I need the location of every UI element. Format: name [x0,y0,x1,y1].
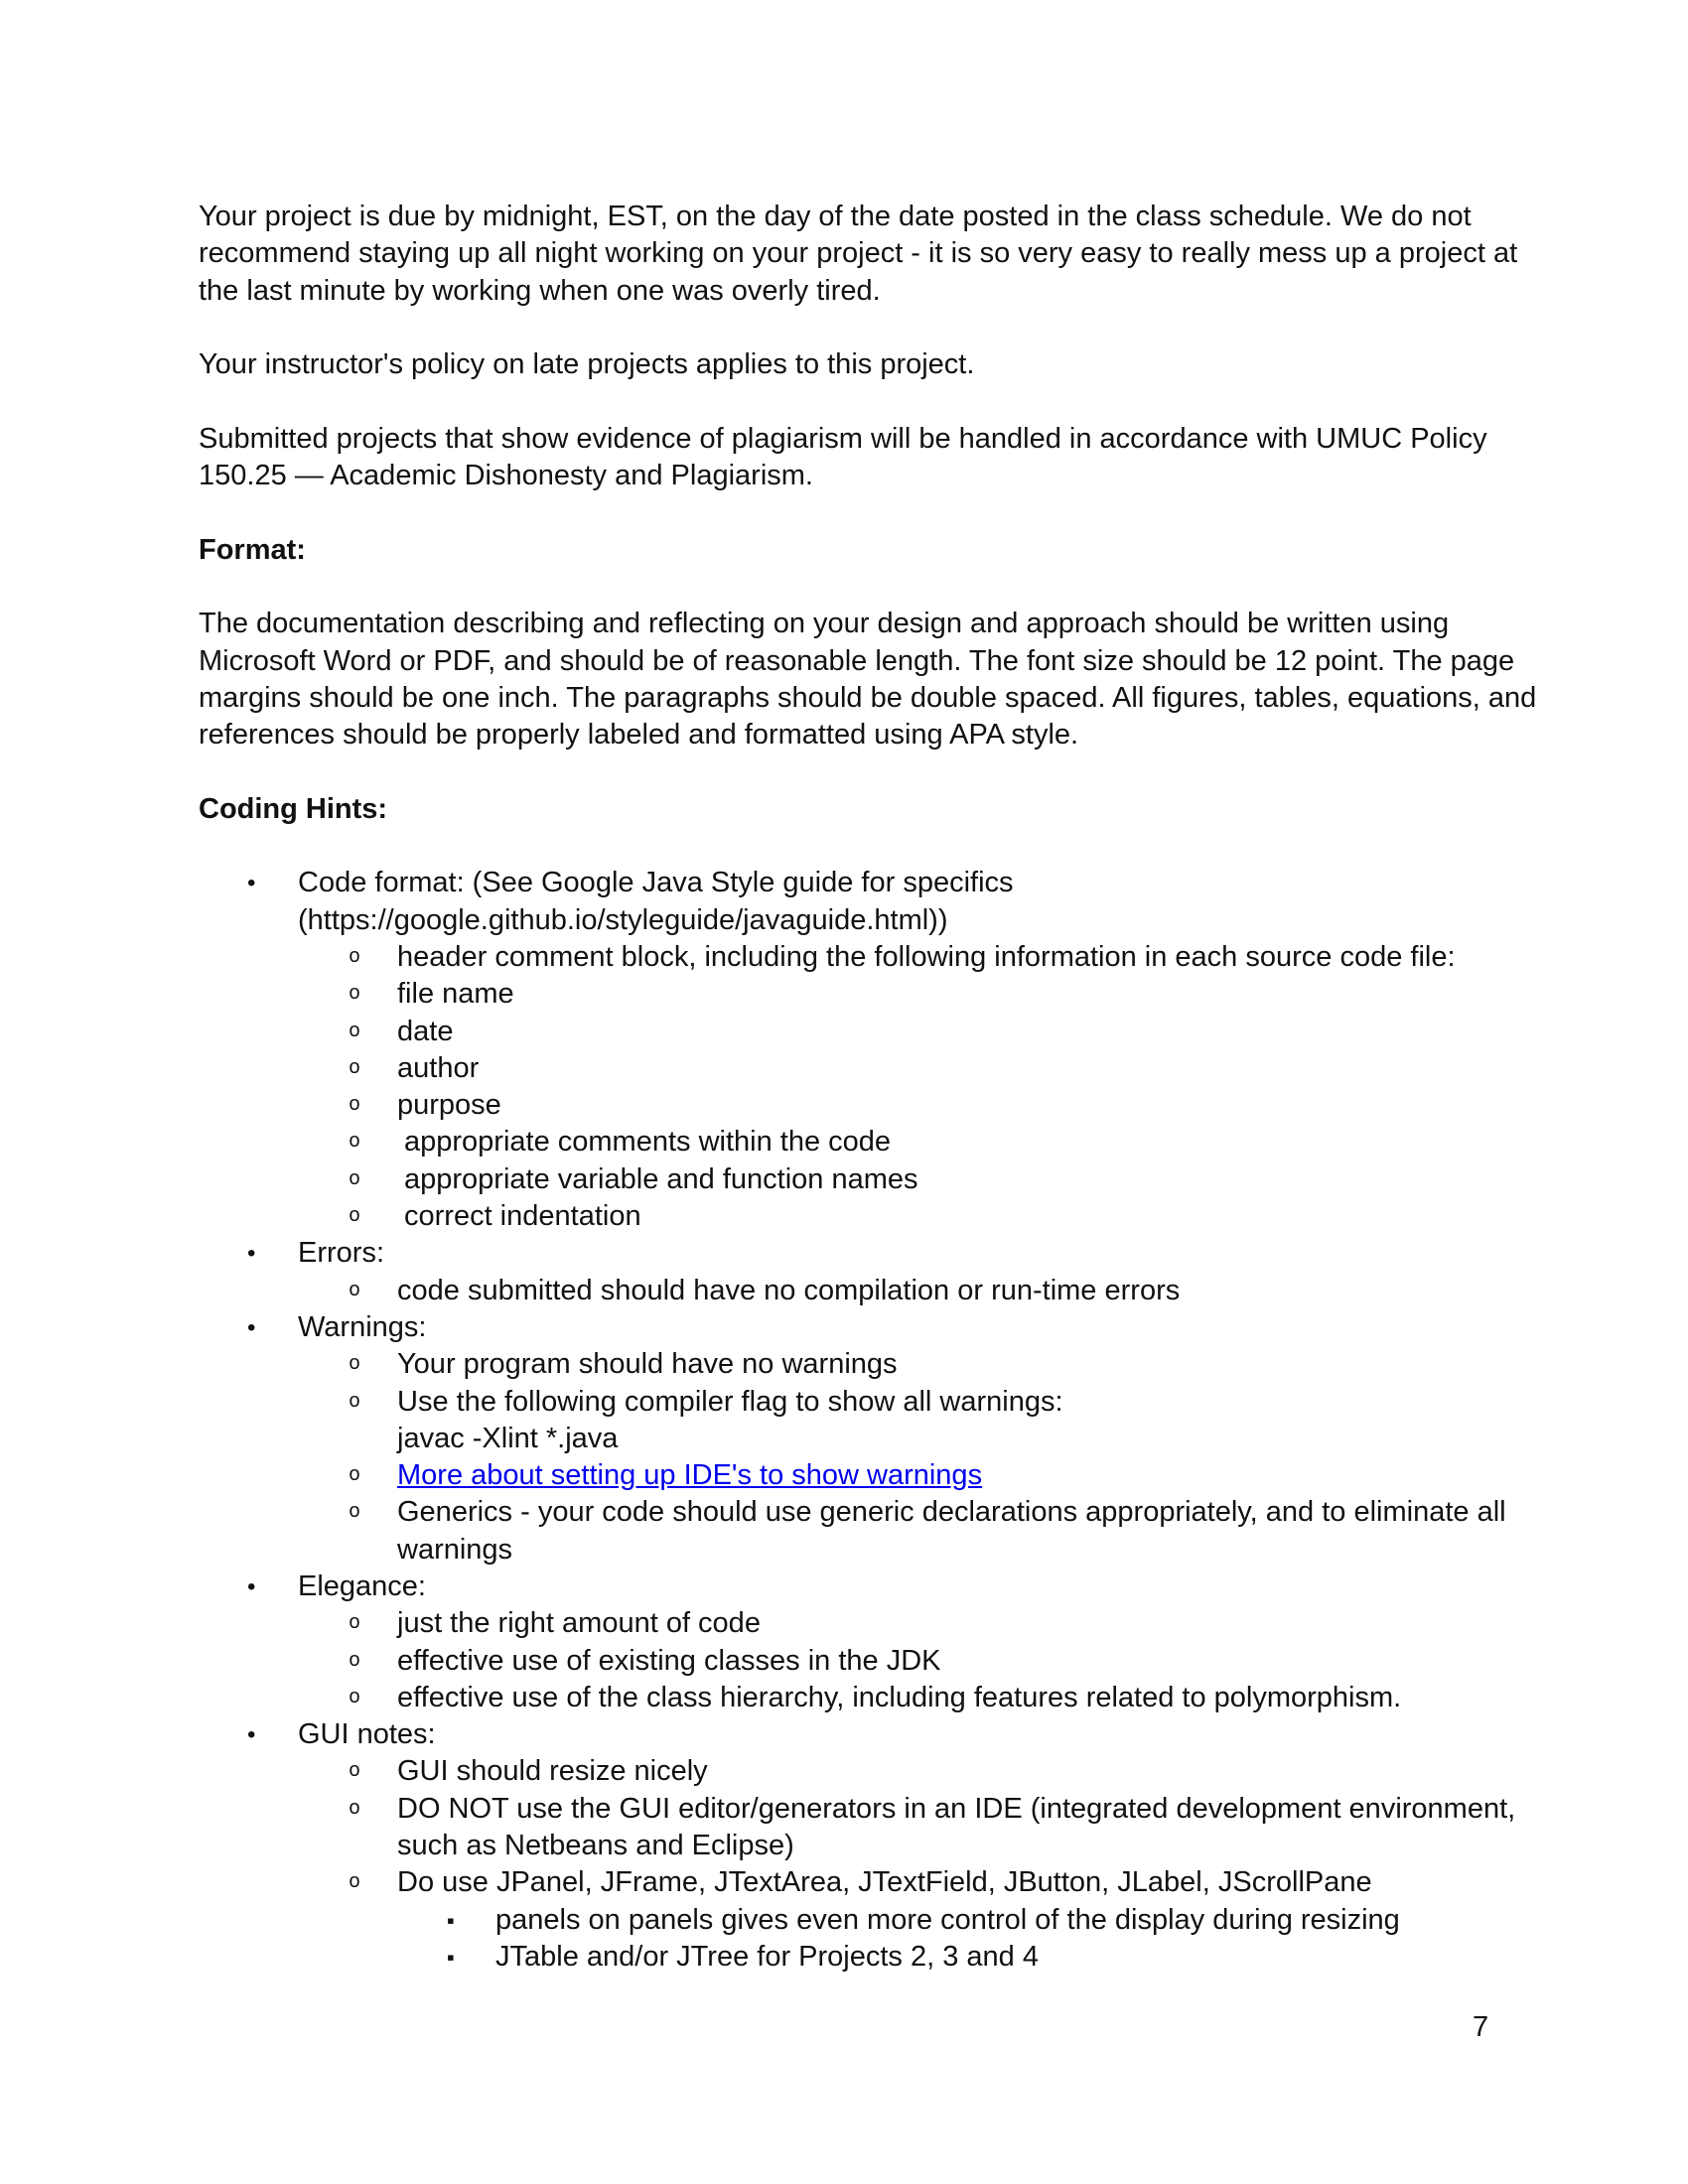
sub-list-item [0,1198,1688,1235]
sub-list-item-label: just the right amount of code [397,1607,761,1640]
sub-list-item-label: appropriate variable and function names [404,1162,918,1195]
sub-list-item [0,1791,1688,1828]
list-item-label: Code format: (See Google Java Style guide for specifics [298,867,1014,899]
list-item-label: (https://google.github.io/styleguide/javaguide.html)) [298,903,948,936]
list-item-label: Errors: [298,1237,384,1270]
sub-list-item [0,1605,1688,1642]
sub-list-item [0,1346,1688,1383]
format-heading: Format: [199,533,306,566]
paragraph-due-line: recommend staying up all night working on your project - it is so very easy to really mess up a project at [199,237,1518,270]
sub-list-item [0,1457,1688,1494]
paragraph-plagiarism-line: Submitted projects that show evidence of plagiarism will be handled in accordance with UMUC Policy [199,422,1487,455]
list-item-label: Warnings: [298,1310,427,1343]
paragraph-late-policy: Your instructor's policy on late projects applies to this project. [199,348,975,381]
circle-bullet-icon: o [349,1390,361,1414]
paragraph-format-line: The documentation describing and reflecting on your design and approach should be written using [199,608,1450,640]
sub-list-item-label: code submitted should have no compilation or run-time errors [397,1274,1181,1306]
paragraph-plagiarism-line: 150.25 — Academic Dishonesty and Plagiarism. [199,460,813,492]
sub-list-item-label: Your program should have no warnings [397,1348,898,1381]
circle-bullet-icon: o [349,1686,361,1709]
sub-list-item-label: Use the following compiler flag to show all warnings: [397,1385,1063,1418]
circle-bullet-icon: o [349,1760,361,1784]
circle-bullet-icon: o [349,945,361,969]
sub-list-item [0,1087,1688,1124]
sub-list-item [0,1050,1688,1087]
sub-list-item-label: Generics - your code should use generic declarations appropriately, and to eliminate all [397,1496,1506,1529]
sub-list-item [0,1864,1688,1901]
sub-list-item [0,1494,1688,1531]
bullet-icon: • [247,1313,256,1341]
circle-bullet-icon: o [349,1797,361,1821]
ide-warnings-link[interactable]: More about setting up IDE's to show warnings [397,1459,983,1492]
sub-list-item-label: warnings [397,1533,513,1566]
circle-bullet-icon: o [349,1279,361,1302]
list-item-code-format [0,865,1688,901]
document-page [0,199,1688,1976]
circle-bullet-icon: o [349,1020,361,1043]
sub-list-item-label: DO NOT use the GUI editor/generators in an IDE (integrated development environment, [397,1792,1516,1825]
sub-list-item [0,976,1688,1013]
sub-list-item [0,1753,1688,1790]
circle-bullet-icon: o [349,1353,361,1377]
sub-list-item [0,1124,1688,1160]
paragraph-format-line: Microsoft Word or PDF, and should be of reasonable length. The font size should be 12 point. The page [199,644,1515,677]
sub-list-item [0,1161,1688,1198]
sub-list-item [0,1384,1688,1421]
circle-bullet-icon: o [349,1094,361,1118]
sub-list-item-label: file name [397,978,514,1011]
sub-list-item-label: appropriate comments within the code [404,1126,892,1159]
sub-list-item-label: correct indentation [404,1200,641,1233]
bullet-icon: • [247,1572,256,1600]
list-item-elegance [0,1569,1688,1605]
list-item-label: Elegance: [298,1570,426,1602]
list-item-errors [0,1235,1688,1272]
coding-hints-heading: Coding Hints: [199,792,388,825]
sub-list-item-label: purpose [397,1089,501,1122]
sub-list-item [0,1014,1688,1050]
bullet-icon: • [247,1240,256,1268]
square-bullet-icon: ▪ [447,1944,455,1970]
paragraph-due-line: the last minute by working when one was overly tired. [199,274,881,307]
list-item-label: GUI notes: [298,1718,436,1751]
circle-bullet-icon: o [349,1649,361,1673]
sub-sub-list-item-label: panels on panels gives even more control of the display during resizing [495,1903,1400,1936]
compiler-command: javac -Xlint *.java [397,1422,619,1454]
circle-bullet-icon: o [349,1167,361,1191]
circle-bullet-icon: o [349,983,361,1007]
bullet-icon: • [247,1721,256,1749]
page-number: 7 [1473,2011,1489,2043]
sub-sub-list-item [0,1902,1688,1939]
sub-list-item-label: Do use JPanel, JFrame, JTextArea, JTextField, JButton, JLabel, JScrollPane [397,1866,1372,1899]
sub-list-item-label: such as Netbeans and Eclipse) [397,1830,794,1862]
paragraph-due-line: Your project is due by midnight, EST, on the day of the date posted in the class schedule. We do not [199,201,1472,232]
list-item-gui-notes [0,1716,1688,1753]
sub-sub-list-item-label: JTable and/or JTree for Projects 2, 3 and 4 [495,1940,1039,1973]
circle-bullet-icon: o [349,1501,361,1525]
sub-list-item-label: date [397,1015,454,1047]
sub-list-item-label: GUI should resize nicely [397,1755,708,1788]
bullet-icon: • [247,870,256,897]
sub-list-item [0,1643,1688,1680]
list-item-warnings [0,1309,1688,1346]
sub-list-item-label: author [397,1051,480,1084]
sub-list-item [0,1273,1688,1309]
circle-bullet-icon: o [349,1464,361,1488]
circle-bullet-icon: o [349,1612,361,1636]
sub-list-item [0,939,1688,976]
sub-list-item-label: header comment block, including the following information in each source code file: [397,940,1456,973]
circle-bullet-icon: o [349,1056,361,1080]
sub-list-item-label: effective use of the class hierarchy, including features related to polymorphism. [397,1681,1402,1713]
sub-list-item-label: effective use of existing classes in the JDK [397,1644,941,1677]
circle-bullet-icon: o [349,1871,361,1895]
sub-sub-list-item [0,1939,1688,1976]
paragraph-format-line: references should be properly labeled and formatted using APA style. [199,719,1079,751]
square-bullet-icon: ▪ [447,1907,455,1933]
circle-bullet-icon: o [349,1131,361,1155]
circle-bullet-icon: o [349,1205,361,1229]
sub-list-item [0,1680,1688,1716]
paragraph-format-line: margins should be one inch. The paragraphs should be double spaced. All figures, tables, equations, and [199,681,1537,714]
